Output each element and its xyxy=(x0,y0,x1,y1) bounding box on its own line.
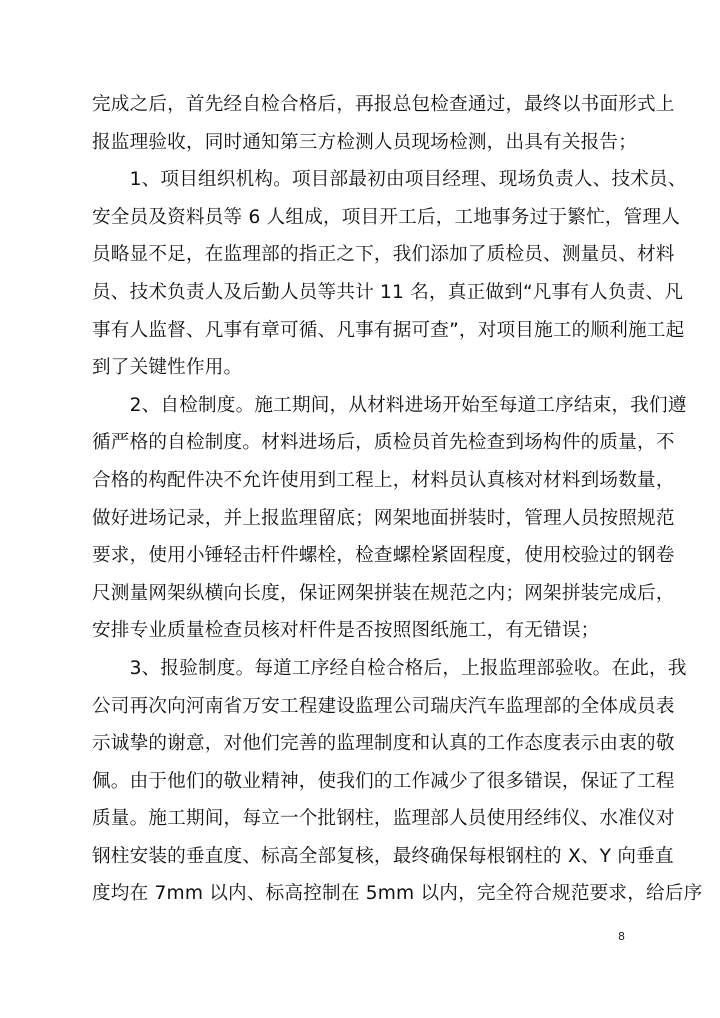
text-line: 安全员及资料员等 6 人组成，项目开工后，工地事务过于繁忙，管理人 xyxy=(92,206,681,228)
text-line: 度均在 7mm 以内、标高控制在 5mm 以内，完全符合规范要求，给后序 xyxy=(92,883,703,905)
text-line: 事有人监督、凡事有章可循、凡事有据可查”，对项目施工的顺利施工起 xyxy=(92,319,685,341)
text-line: 佩。由于他们的敬业精神，使我们的工作减少了很多错误，保证了工程 xyxy=(92,770,675,792)
text-line: 完成之后，首先经自检合格后，再报总包检查通过，最终以书面形式上 xyxy=(92,94,675,115)
text-line: 循严格的自检制度。材料进场后，质检员首先检查到场构件的质量，不 xyxy=(92,432,675,454)
text-line: 到了关键性作用。 xyxy=(92,357,243,379)
text-line: 公司再次向河南省万安工程建设监理公司瑞庆汽车监理部的全体成员表 xyxy=(92,695,675,717)
text-line: 要求，使用小锤轻击杆件螺栓，检查螺栓紧固程度，使用校验过的钢卷 xyxy=(92,545,675,567)
text-line: 2、自检制度。施工期间，从材料进场开始至每道工序结束，我们遵 xyxy=(92,394,687,416)
text-line: 1、项目组织机构。项目部最初由项目经理、现场负责人、技术员、 xyxy=(92,169,687,191)
text-line: 做好进场记录，并上报监理留底；网架地面拼装时，管理人员按照规范 xyxy=(92,507,675,529)
text-line: 报监理验收，同时通知第三方检测人员现场检测，出具有关报告； xyxy=(92,131,638,153)
text-line: 钢柱安装的垂直度、标高全部复核，最终确保每根钢柱的 X、Y 向垂直 xyxy=(92,845,674,867)
text-line: 3、报验制度。每道工序经自检合格后，上报监理部验收。在此，我 xyxy=(92,657,687,679)
text-line: 示诚挚的谢意，对他们完善的监理制度和认真的工作态度表示由衷的敬 xyxy=(92,733,675,755)
text-line: 员略显不足，在监理部的指正之下，我们添加了质检员、测量员、材料 xyxy=(92,244,675,266)
text-line: 员、技术负责人及后勤人员等共计 11 名，真正做到“凡事有人负责、凡 xyxy=(92,281,684,303)
text-line: 安排专业质量检查员核对杆件是否按照图纸施工，有无错误； xyxy=(92,620,600,642)
text-line: 尺测量网架纵横向长度，保证网架拼装在规范之内；网架拼装完成后， xyxy=(92,582,675,604)
text-line: 质量。施工期间，每立一个批钢柱，监理部人员使用经纬仪、水准仪对 xyxy=(92,808,675,830)
text-line: 合格的构配件决不允许使用到工程上，材料员认真核对材料到场数量， xyxy=(92,469,675,491)
page-number: 8 xyxy=(618,930,625,943)
body-text xyxy=(92,86,703,913)
